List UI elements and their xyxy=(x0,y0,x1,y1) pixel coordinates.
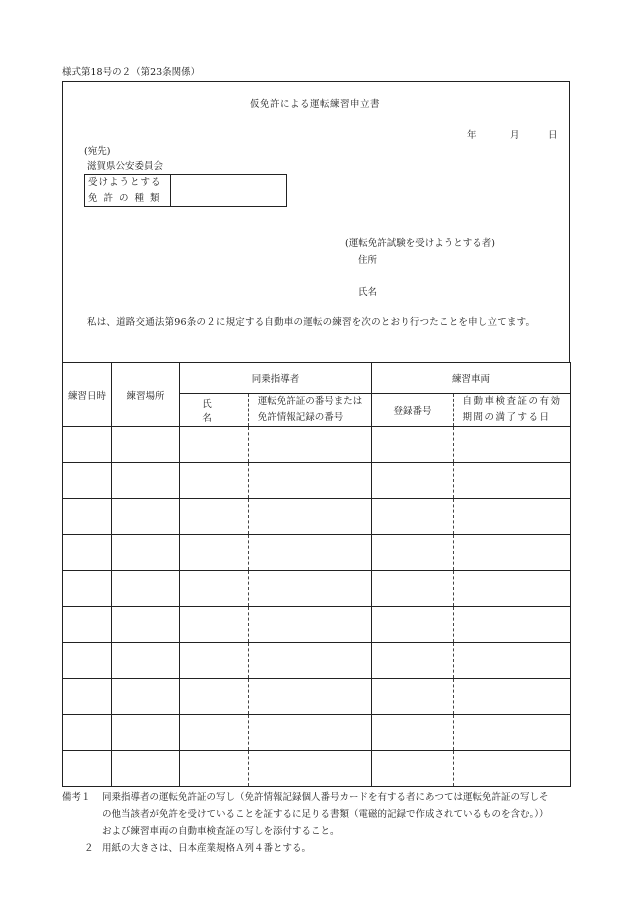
name-label: 氏名 xyxy=(358,287,378,298)
supervisor-license-cell[interactable] xyxy=(249,427,372,463)
registration-number-cell[interactable] xyxy=(372,751,454,787)
date-year-label: 年 xyxy=(467,130,477,141)
remarks-section xyxy=(62,789,582,857)
date-day-label: 日 xyxy=(548,130,558,141)
supervisor-name-cell[interactable] xyxy=(180,427,249,463)
registration-number-cell[interactable] xyxy=(372,535,454,571)
supervisor-license-cell[interactable] xyxy=(249,535,372,571)
date-cell[interactable] xyxy=(63,463,112,499)
addressee-label: (宛先) xyxy=(84,146,111,157)
inspection-expiry-cell[interactable] xyxy=(454,751,571,787)
header-supervisor-license-l1: 運転免許証の番号または xyxy=(257,396,363,407)
registration-number-cell[interactable] xyxy=(372,571,454,607)
inspection-expiry-cell[interactable] xyxy=(454,715,571,751)
supervisor-name-cell[interactable] xyxy=(180,571,249,607)
header-practice-place: 練習場所 xyxy=(112,363,180,427)
supervisor-license-cell[interactable] xyxy=(249,499,372,535)
place-cell[interactable] xyxy=(112,427,180,463)
place-cell[interactable] xyxy=(112,607,180,643)
inspection-expiry-cell[interactable] xyxy=(454,463,571,499)
registration-number-cell[interactable] xyxy=(372,607,454,643)
supervisor-license-cell[interactable] xyxy=(249,607,372,643)
table-row xyxy=(63,607,571,643)
supervisor-name-cell[interactable] xyxy=(180,499,249,535)
registration-number-cell[interactable] xyxy=(372,643,454,679)
address-label: 住所 xyxy=(358,255,378,266)
date-cell[interactable] xyxy=(63,499,112,535)
table-row xyxy=(63,427,571,463)
supervisor-name-cell[interactable] xyxy=(180,463,249,499)
supervisor-license-cell[interactable] xyxy=(249,463,372,499)
registration-number-cell[interactable] xyxy=(372,427,454,463)
table-row xyxy=(63,715,571,751)
table-row xyxy=(63,679,571,715)
registration-number-cell[interactable] xyxy=(372,463,454,499)
inspection-expiry-cell[interactable] xyxy=(454,499,571,535)
supervisor-name-cell[interactable] xyxy=(180,751,249,787)
header-supervisor-license xyxy=(249,394,372,427)
table-row xyxy=(63,643,571,679)
table-row xyxy=(63,571,571,607)
date-cell[interactable] xyxy=(63,715,112,751)
remark-1-line3: および練習車両の自動車検査証の写しを添付すること。 xyxy=(102,826,340,837)
table-row xyxy=(63,535,571,571)
inspection-expiry-cell[interactable] xyxy=(454,643,571,679)
place-cell[interactable] xyxy=(112,463,180,499)
declaration-statement: 私は、道路交通法第96条の２に規定する自動車の運転の練習を次のとおり行つたことを申し立てます。 xyxy=(87,317,536,328)
inspection-expiry-cell[interactable] xyxy=(454,679,571,715)
header-registration-number: 登録番号 xyxy=(372,394,454,427)
remark-1-label: 備考１ xyxy=(62,792,91,803)
remark-1-line2: の他当該者が免許を受けていることを証するに足りる書類（電磁的記録で作成されているものを含む。）） xyxy=(102,809,549,820)
place-cell[interactable] xyxy=(112,499,180,535)
date-month-label: 月 xyxy=(510,130,520,141)
table-row xyxy=(63,499,571,535)
document-title: 仮免許による運転練習申立書 xyxy=(249,99,380,110)
inspection-expiry-cell[interactable] xyxy=(454,607,571,643)
date-cell[interactable] xyxy=(63,751,112,787)
supervisor-name-cell[interactable] xyxy=(180,643,249,679)
place-cell[interactable] xyxy=(112,571,180,607)
header-supervisor-license-l2: 免許情報記録の番号 xyxy=(257,412,344,423)
header-inspection-expiry xyxy=(454,394,571,427)
supervisor-name-cell[interactable] xyxy=(180,535,249,571)
practice-log-table xyxy=(62,362,571,787)
supervisor-license-cell[interactable] xyxy=(249,715,372,751)
date-cell[interactable] xyxy=(63,427,112,463)
registration-number-cell[interactable] xyxy=(372,679,454,715)
supervisor-license-cell[interactable] xyxy=(249,643,372,679)
supervisor-license-cell[interactable] xyxy=(249,571,372,607)
applicant-caption: (運転免許試験を受けようとする者) xyxy=(345,238,495,249)
place-cell[interactable] xyxy=(112,679,180,715)
date-cell[interactable] xyxy=(63,679,112,715)
date-cell[interactable] xyxy=(63,535,112,571)
license-type-label-line2: 免許の種類 xyxy=(88,193,166,204)
remark-2-text: 用紙の大きさは、日本産業規格Ａ列４番とする。 xyxy=(102,843,312,854)
header-vehicle-group: 練習車両 xyxy=(372,363,571,394)
registration-number-cell[interactable] xyxy=(372,499,454,535)
table-row xyxy=(63,463,571,499)
remark-2-label: ２ xyxy=(84,843,94,854)
form-number-label: 様式第18号の２（第23条関係） xyxy=(62,67,201,78)
header-supervisor-group: 同乗指導者 xyxy=(180,363,372,394)
inspection-expiry-cell[interactable] xyxy=(454,535,571,571)
header-inspection-expiry-l1: 自動車検査証の有効 xyxy=(462,396,562,407)
remark-1-line1: 同乗指導者の運転免許証の写し（免許情報記録個人番号カードを有する者にあつては運転免許証の写しそ xyxy=(102,792,549,803)
supervisor-license-cell[interactable] xyxy=(249,751,372,787)
registration-number-cell[interactable] xyxy=(372,715,454,751)
place-cell[interactable] xyxy=(112,643,180,679)
supervisor-name-cell[interactable] xyxy=(180,715,249,751)
addressee-name: 滋賀県公安委員会 xyxy=(87,161,164,172)
place-cell[interactable] xyxy=(112,715,180,751)
supervisor-name-cell[interactable] xyxy=(180,679,249,715)
supervisor-license-cell[interactable] xyxy=(249,679,372,715)
date-cell[interactable] xyxy=(63,607,112,643)
header-practice-date: 練習日時 xyxy=(63,363,112,427)
table-row xyxy=(63,751,571,787)
inspection-expiry-cell[interactable] xyxy=(454,427,571,463)
date-cell[interactable] xyxy=(63,643,112,679)
place-cell[interactable] xyxy=(112,751,180,787)
place-cell[interactable] xyxy=(112,535,180,571)
date-cell[interactable] xyxy=(63,571,112,607)
header-inspection-expiry-l2: 期間の満了する日 xyxy=(462,412,551,423)
header-supervisor-name: 氏 名 xyxy=(180,394,249,427)
license-type-label-line1: 受けようとする xyxy=(88,177,162,188)
inspection-expiry-cell[interactable] xyxy=(454,571,571,607)
supervisor-name-cell[interactable] xyxy=(180,607,249,643)
